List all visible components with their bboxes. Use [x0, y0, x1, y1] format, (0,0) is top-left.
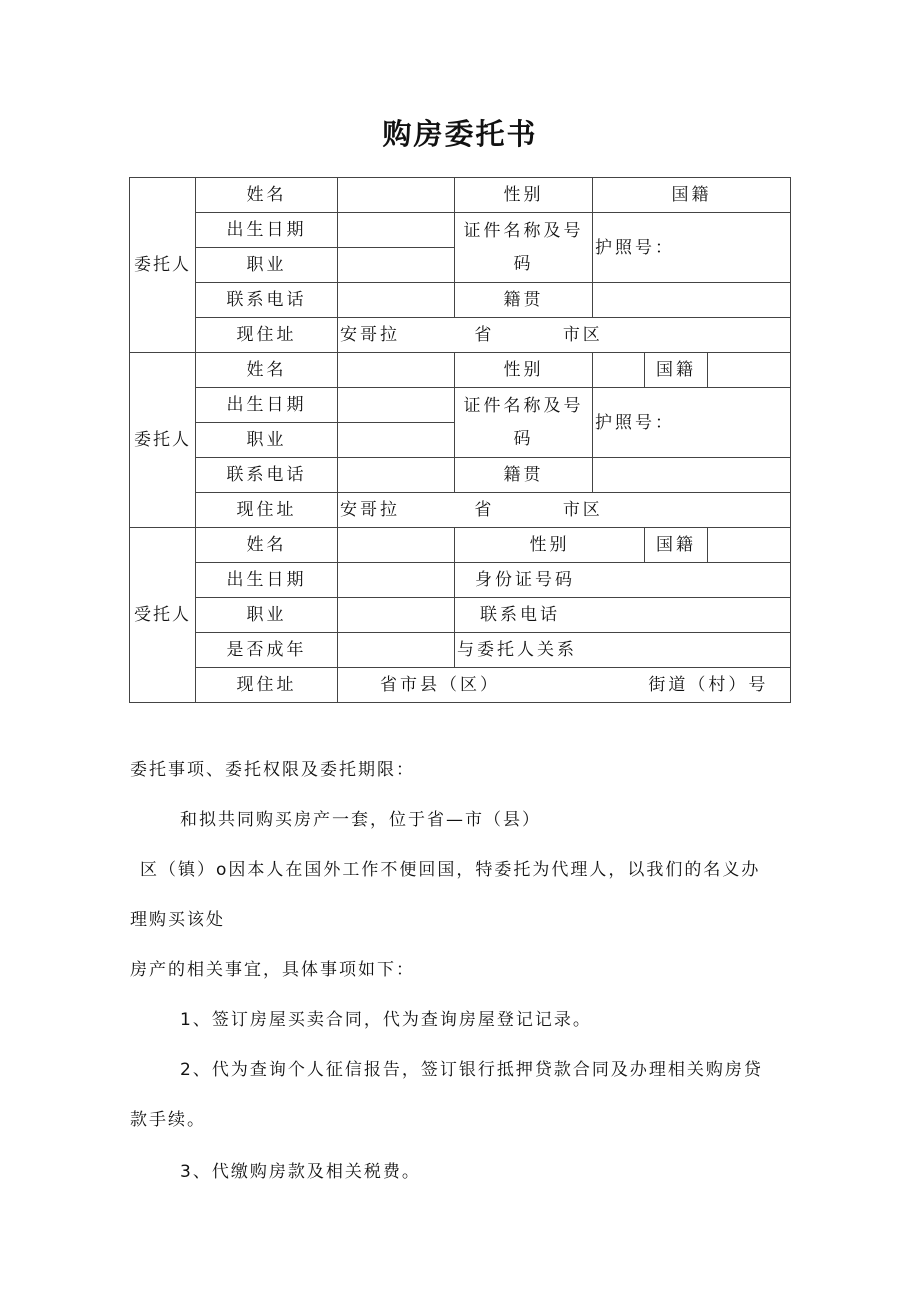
item-2-continued: 款手续。	[130, 1110, 206, 1130]
native-place-label: 籍贯	[455, 458, 593, 493]
paragraph-2: 区（镇）o因本人在国外工作不便回国，特委托为代理人，以我们的名义办	[140, 860, 761, 880]
principal-1-label: 委托人	[130, 178, 196, 353]
agent-label: 受托人	[130, 528, 196, 703]
passport-label: 护照号：	[595, 237, 675, 258]
relation-label: 与委托人关系	[457, 640, 577, 660]
birth-date-field[interactable]	[338, 563, 455, 598]
table-row	[130, 633, 791, 668]
agent-address-field[interactable]	[338, 668, 791, 703]
table-row	[130, 318, 791, 353]
occupation-field[interactable]	[338, 248, 455, 283]
passport-label: 护照号：	[595, 412, 675, 433]
birth-date-label: 出生日期	[196, 213, 338, 248]
table-row	[130, 458, 791, 493]
nationality-field[interactable]	[708, 353, 791, 388]
table-row	[130, 213, 791, 248]
nationality-label: 国籍	[645, 528, 708, 563]
table-row	[130, 493, 791, 528]
name-label: 姓名	[196, 528, 338, 563]
birth-date-field[interactable]	[338, 388, 455, 423]
principal-2-label: 委托人	[130, 353, 196, 528]
address-label: 现住址	[196, 493, 338, 528]
agent-address-part1: 省市县（区）	[380, 675, 500, 695]
phone-label: 联系电话	[480, 605, 560, 625]
phone-field[interactable]	[338, 283, 455, 318]
native-place-field[interactable]	[593, 283, 791, 318]
address-city: 市区	[562, 500, 603, 520]
address-label: 现住址	[196, 318, 338, 353]
id-doc-label: 证件名称及号码	[455, 213, 593, 283]
is-adult-label: 是否成年	[196, 633, 338, 668]
native-place-label: 籍贯	[455, 283, 593, 318]
table-row	[130, 598, 791, 633]
phone-field[interactable]	[338, 458, 455, 493]
native-place-field[interactable]	[593, 458, 791, 493]
entrustment-heading: 委托事项、委托权限及委托期限：	[130, 760, 415, 780]
address-field[interactable]	[338, 493, 791, 528]
entrustment-form-table	[129, 177, 791, 703]
name-field[interactable]	[338, 353, 455, 388]
item-3: 3、代缴购房款及相关税费。	[180, 1162, 421, 1182]
address-province: 省	[474, 325, 495, 345]
name-label: 姓名	[196, 178, 338, 213]
item-2: 2、代为查询个人征信报告，签订银行抵押贷款合同及办理相关购房贷	[180, 1060, 763, 1080]
id-number-field[interactable]	[455, 563, 791, 598]
gender-label: 性别	[455, 528, 645, 563]
occupation-label: 职业	[196, 598, 338, 633]
address-city: 市区	[562, 325, 603, 345]
id-doc-label: 证件名称及号码	[455, 388, 593, 458]
nationality-label: 国籍	[593, 178, 791, 213]
id-number-label: 身份证号码	[475, 570, 575, 590]
paragraph-1: 和拟共同购买房产一套，位于省—市（县）	[180, 810, 541, 830]
table-row	[130, 178, 791, 213]
occupation-field[interactable]	[338, 598, 455, 633]
paragraph-4: 房产的相关事宜，具体事项如下：	[130, 960, 415, 980]
phone-label: 联系电话	[196, 283, 338, 318]
table-row	[130, 563, 791, 598]
agent-address-part2: 街道（村）号	[648, 675, 769, 695]
phone-label: 联系电话	[196, 458, 338, 493]
nationality-label: 国籍	[645, 353, 708, 388]
address-province: 省	[474, 500, 495, 520]
name-field[interactable]	[338, 178, 455, 213]
birth-date-label: 出生日期	[196, 388, 338, 423]
nationality-field[interactable]	[708, 528, 791, 563]
item-1: 1、签订房屋买卖合同，代为查询房屋登记记录。	[180, 1010, 592, 1030]
occupation-field[interactable]	[338, 423, 455, 458]
address-field[interactable]	[338, 318, 791, 353]
gender-label: 性别	[455, 353, 593, 388]
agent-phone-field[interactable]	[455, 598, 791, 633]
gender-field[interactable]	[593, 353, 645, 388]
occupation-label: 职业	[196, 248, 338, 283]
passport-field[interactable]	[593, 388, 791, 458]
birth-date-field[interactable]	[338, 213, 455, 248]
name-label: 姓名	[196, 353, 338, 388]
relation-field[interactable]	[455, 633, 791, 668]
table-row	[130, 283, 791, 318]
table-row	[130, 353, 791, 388]
table-row	[130, 388, 791, 423]
table-row	[130, 528, 791, 563]
paragraph-3: 理购买该处	[130, 910, 225, 930]
address-label: 现住址	[196, 668, 338, 703]
name-field[interactable]	[338, 528, 455, 563]
gender-label: 性别	[455, 178, 593, 213]
occupation-label: 职业	[196, 423, 338, 458]
birth-date-label: 出生日期	[196, 563, 338, 598]
address-country: 安哥拉	[340, 325, 400, 345]
document-title: 购房委托书	[382, 117, 538, 151]
address-country: 安哥拉	[340, 500, 400, 520]
passport-field[interactable]	[593, 213, 791, 283]
is-adult-field[interactable]	[338, 633, 455, 668]
table-row	[130, 668, 791, 703]
